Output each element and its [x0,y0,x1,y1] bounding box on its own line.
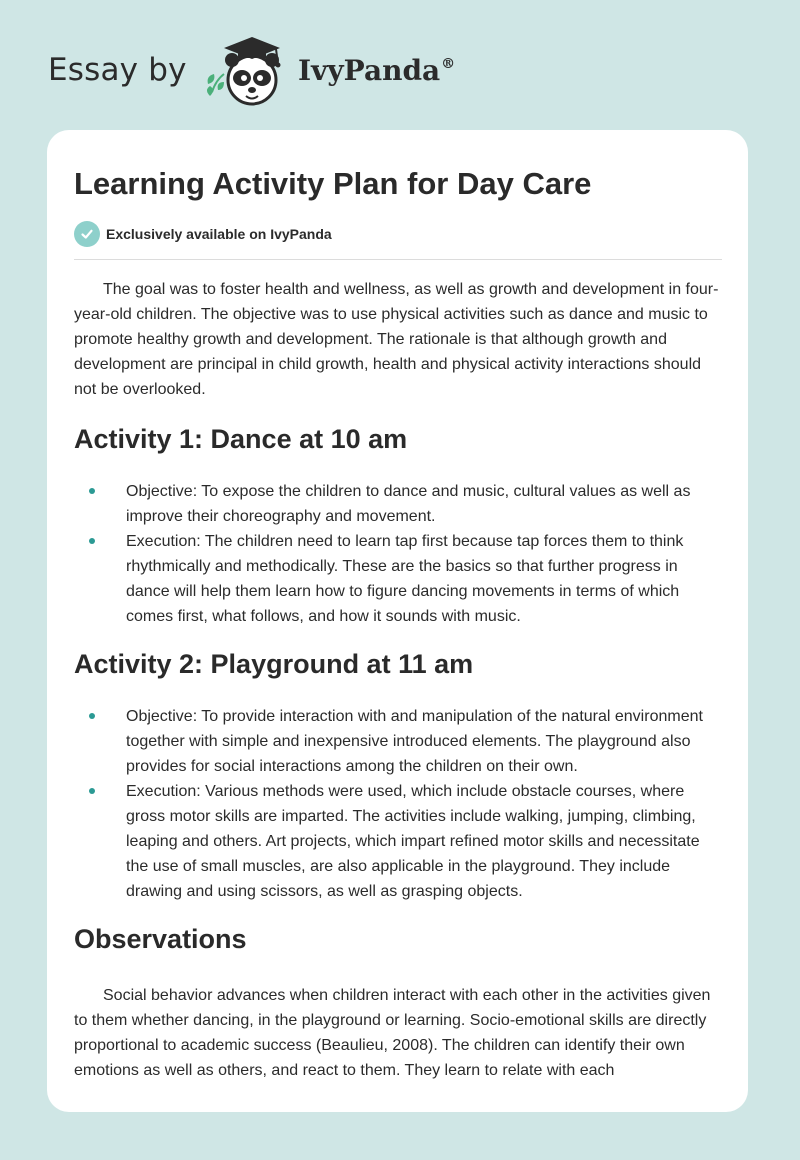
activity-1-heading: Activity 1: Dance at 10 am [74,424,408,454]
observations-heading: Observations [74,924,247,954]
activity-1-section [74,423,722,629]
brand-name [298,54,455,87]
exclusive-badge-label: Exclusively available on IvyPanda [106,226,332,242]
checkmark-circle-icon [74,221,100,247]
activity-1-list [74,479,722,629]
activity-2-heading: Activity 2: Playground at 11 am [74,649,474,679]
essay-content [74,166,722,1083]
activity-2-list [74,704,722,904]
panda-graduate-logo-icon [202,34,292,110]
brand-prefix: Essay by [48,52,187,88]
observations-paragraph: Social behavior advances when children interact with each other in the activities given to them whether dancing, in the playground or learning. Socio-emotional skills are directly proportional to academic success (Beaulieu, 2008). The children can identify their own emotions as well as others, and react to them. They learn to relate with each [74,987,711,1079]
exclusive-badge [74,221,722,247]
page-title: Learning Activity Plan for Day Care [74,166,592,201]
activity-2-section [74,648,722,904]
brand-name-text: IvyPanda [298,54,441,87]
list-item: Objective: To expose the children to dance and music, cultural values as well as improve their choreography and movement. [126,479,722,529]
essay-card [47,130,748,1112]
list-item: Execution: The children need to learn tap first because tap forces them to think rhythmically and methodically. These are the basics so that further progress in dance will help them learn how to figure dancing movements in terms of which comes first, what follows, and how it sounds with music. [126,529,722,629]
observations-section [74,923,722,1083]
brand-header [48,34,508,114]
list-item: Objective: To provide interaction with and manipulation of the natural environment together with simple and inexpensive introduced elements. The playground also provides for social interactions among the children on their own. [126,704,722,779]
registered-mark: ® [441,56,456,72]
title-divider [74,259,722,260]
intro-paragraph: The goal was to foster health and wellness, as well as growth and development in four-year-old children. The objective was to use physical activities such as dance and music to promote healthy growth and development. The rationale is that although growth and development are principal in child growth, health and physical activity interactions should not be overlooked. [74,281,719,398]
list-item: Execution: Various methods were used, which include obstacle courses, where gross motor skills are imparted. The activities include walking, jumping, climbing, leaping and others. Art projects, which impart refined motor skills and necessitate the use of small muscles, are also applicable in the playground. They include drawing and using scissors, as well as grasping objects. [126,779,722,904]
